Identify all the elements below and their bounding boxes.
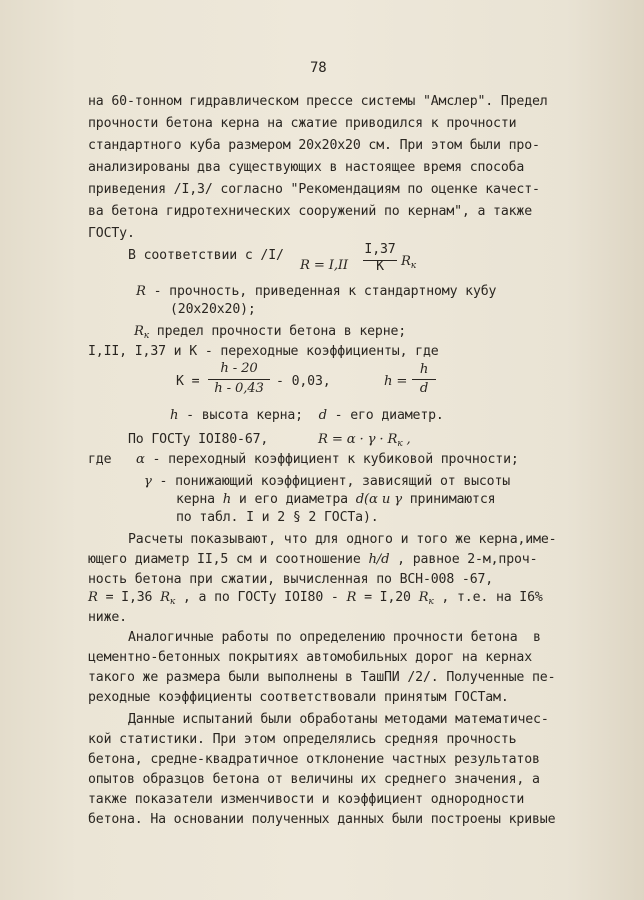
text-line: ющего диаметр II,5 см и соотношение h/d , равное 2-м,проч- (88, 552, 538, 567)
text-line: Аналогичные работы по определению прочности бетона в (128, 630, 541, 645)
definition-alpha: α - переходный коэффициент к кубиковой прочности; (136, 452, 519, 467)
text-line: В соответствии с /I/ (128, 248, 284, 263)
definition-h-d: h - высота керна; d - его диаметр. (170, 408, 444, 423)
fraction-bar (412, 379, 436, 380)
text-line: такого же размера были выполнены в ТашПИ /2/. Полученные пе- (88, 670, 556, 685)
formula-numerator: I,37 (364, 242, 396, 257)
text-line: стандартного куба размером 20х20х20 см. При этом были про- (88, 138, 540, 153)
formula-k-numerator: h - 20 (220, 361, 258, 376)
definition-gamma-cont: керна h и его диаметра d(α и γ принимаются (176, 492, 496, 507)
formula-k-tail: - 0,03, (276, 374, 331, 389)
text-line: По ГОСТу IOI80-67, (128, 432, 269, 447)
text-line: I,II, I,37 и К - переходные коэффициенты, где (88, 344, 439, 359)
formula-gost: $R = \alpha \cdot \gamma \cdot R_к$ , (318, 432, 411, 449)
text-line: анализированы два существующих в настоящее время способа (88, 160, 525, 175)
formula-lhs: R = I,II (300, 258, 348, 273)
text-line: опытов образцов бетона от величины их среднего значения, а (88, 772, 540, 787)
formula-h-lhs: h = (384, 374, 408, 389)
text-line: Данные испытаний были обработаны методами математичес- (128, 712, 549, 727)
text-line: Расчеты показывают, что для одного и того же керна,име- (128, 532, 557, 547)
page-number: 78 (310, 60, 327, 76)
text-line: бетона, средне-квадратичное отклонение частных результатов (88, 752, 540, 767)
text-line: кой статистики. При этом определялись средняя прочность (88, 732, 517, 747)
text-line: на 60-тонном гидравлическом прессе системы "Амслер". Предел (88, 94, 548, 109)
text-line: ниже. (88, 610, 127, 625)
text-line: ГОСТу. (88, 226, 135, 241)
text-line: цементно-бетонных покрытиях автомобильных дорог на кернах (88, 650, 533, 665)
definition-gamma: γ - понижающий коэффициент, зависящий от высоты (144, 474, 511, 489)
formula-k-lhs: K = (176, 374, 200, 389)
formula-h-denominator: d (419, 381, 429, 396)
text-line: приведения /I,3/ согласно "Рекомендациям по оценке качест- (88, 182, 540, 197)
definition-rk: $R_к$ предел прочности бетона в керне; (134, 324, 407, 341)
text-line: ва бетона гидротехнических сооружений по кернам", а также (88, 204, 533, 219)
text-line: бетона. На основании полученных данных были построены кривые (88, 812, 556, 827)
formula-h-numerator: h (419, 362, 429, 377)
formula-denominator: K (376, 259, 384, 274)
fraction-bar (208, 379, 270, 380)
text-line: реходные коэффициенты соответствовали принятым ГОСТам. (88, 690, 509, 705)
text-line: R = I,36 $R_к$ , а по ГОСТу IOI80 - R = I,20 $R_к$ , т.е. на I6% (88, 590, 543, 607)
text-line: ность бетона при сжатии, вычисленная по ВСН-008 -67, (88, 572, 494, 587)
text-line: где (88, 452, 112, 467)
text-line: по табл. I и 2 § 2 ГОСТа). (176, 510, 379, 525)
definition-r: R - прочность, приведенная к стандартному кубу (136, 284, 497, 299)
formula-rk: $R_к$ (401, 254, 417, 271)
text-line: (20х20х20); (170, 302, 256, 317)
text-line: прочности бетона керна на сжатие приводился к прочности (88, 116, 517, 131)
text-line: также показатели изменчивости и коэффициент однородности (88, 792, 525, 807)
formula-k-denominator: h - 0,43 (214, 381, 264, 396)
